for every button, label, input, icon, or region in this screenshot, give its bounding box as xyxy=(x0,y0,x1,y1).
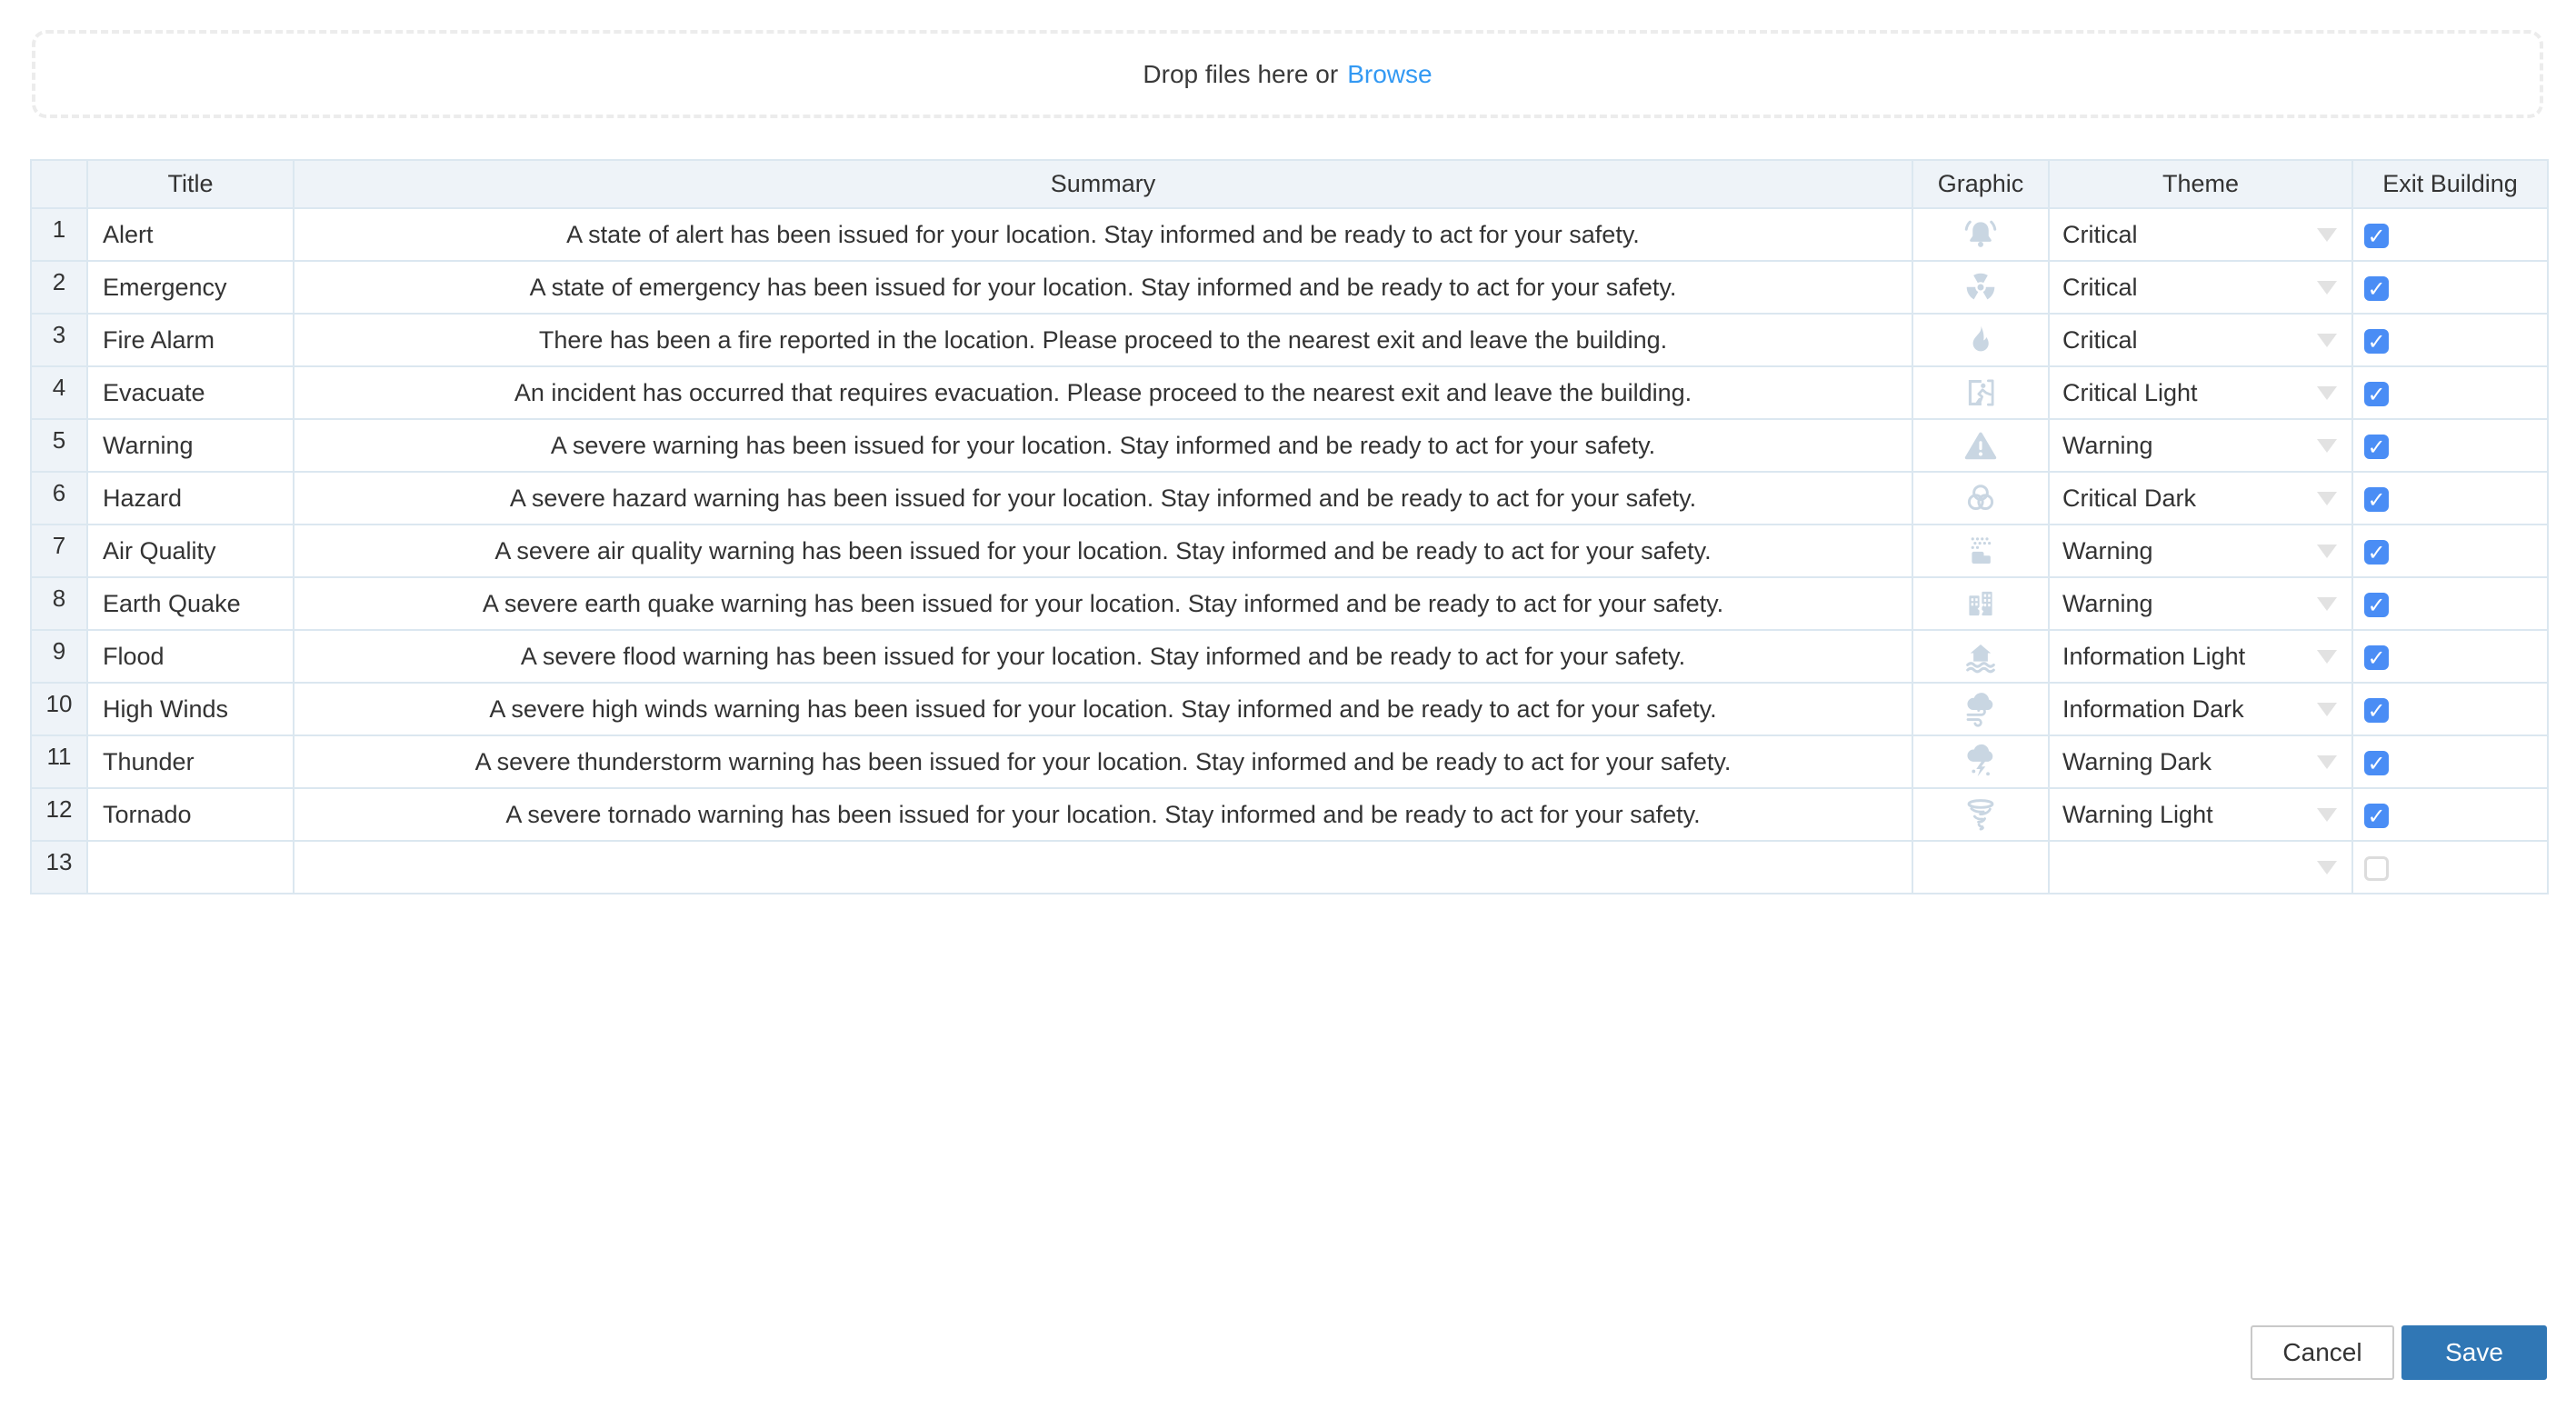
graphic-cell[interactable] xyxy=(1912,788,2049,841)
graphic-cell[interactable] xyxy=(1912,472,2049,525)
graphic-cell[interactable] xyxy=(1912,419,2049,472)
chevron-down-icon xyxy=(2317,545,2337,558)
table-row xyxy=(31,841,2548,894)
radiation-icon xyxy=(1962,268,2000,306)
theme-dropdown[interactable] xyxy=(2049,841,2352,894)
exit-building-cell xyxy=(2352,366,2548,419)
theme-value: Information Dark xyxy=(2062,695,2244,723)
chevron-down-icon xyxy=(2317,650,2337,664)
row-number: 3 xyxy=(31,314,87,366)
theme-value: Warning Light xyxy=(2062,800,2213,828)
chevron-down-icon xyxy=(2317,334,2337,347)
exit-building-checkbox[interactable] xyxy=(2364,382,2389,406)
thunder-icon xyxy=(1962,743,2000,781)
alerts-table xyxy=(30,159,2549,894)
theme-value: Critical Light xyxy=(2062,378,2198,406)
graphic-cell[interactable] xyxy=(1912,314,2049,366)
dropzone-text: Drop files here or xyxy=(1143,59,1339,88)
theme-value: Warning xyxy=(2062,431,2153,459)
theme-dropdown[interactable] xyxy=(2049,419,2352,472)
table-row xyxy=(31,577,2548,630)
theme-value: Critical Dark xyxy=(2062,484,2197,512)
row-number: 10 xyxy=(31,683,87,735)
chevron-down-icon xyxy=(2317,755,2337,769)
theme-value: Warning Dark xyxy=(2062,747,2212,775)
title-cell[interactable]: Evacuate xyxy=(87,366,294,419)
header-row xyxy=(31,160,2548,208)
title-cell[interactable] xyxy=(87,841,294,894)
chevron-down-icon xyxy=(2317,597,2337,611)
graphic-cell[interactable] xyxy=(1912,208,2049,261)
exit-building-cell xyxy=(2352,788,2548,841)
table-row xyxy=(31,472,2548,525)
column-header-graphic: Graphic xyxy=(1912,160,2049,208)
exit-building-cell xyxy=(2352,525,2548,577)
summary-cell[interactable]: A severe thunderstorm warning has been issued for your location. Stay informed and be ready to act for your safety. xyxy=(294,735,1912,788)
biohazard-icon xyxy=(1962,479,2000,517)
warning-icon xyxy=(1962,426,2000,465)
graphic-cell[interactable] xyxy=(1912,841,2049,894)
file-dropzone[interactable] xyxy=(32,30,2543,118)
footer-actions xyxy=(2251,1325,2547,1380)
theme-value: Warning xyxy=(2062,589,2153,617)
title-cell[interactable]: Earth Quake xyxy=(87,577,294,630)
earthquake-icon xyxy=(1962,585,2000,623)
chevron-down-icon xyxy=(2317,492,2337,505)
row-number: 13 xyxy=(31,841,87,894)
column-header-title: Title xyxy=(87,160,294,208)
table-row xyxy=(31,419,2548,472)
exit-building-cell xyxy=(2352,841,2548,894)
bell-icon xyxy=(1962,215,2000,254)
table-row xyxy=(31,314,2548,366)
column-header-theme: Theme xyxy=(2049,160,2352,208)
summary-cell[interactable]: A state of alert has been issued for your location. Stay informed and be ready to act for your safety. xyxy=(294,208,1912,261)
exit-building-checkbox[interactable] xyxy=(2364,435,2389,459)
table-body xyxy=(31,208,2548,894)
table-header xyxy=(31,160,2548,208)
row-number: 6 xyxy=(31,472,87,525)
graphic-cell[interactable] xyxy=(1912,366,2049,419)
theme-dropdown[interactable] xyxy=(2049,630,2352,683)
chevron-down-icon xyxy=(2317,861,2337,874)
flame-icon xyxy=(1962,321,2000,359)
summary-cell[interactable]: A severe warning has been issued for your location. Stay informed and be ready to act for your safety. xyxy=(294,419,1912,472)
theme-dropdown[interactable] xyxy=(2049,208,2352,261)
row-number: 7 xyxy=(31,525,87,577)
theme-value: Critical xyxy=(2062,325,2138,354)
summary-cell[interactable] xyxy=(294,841,1912,894)
exit-building-checkbox[interactable] xyxy=(2364,698,2389,723)
theme-dropdown[interactable] xyxy=(2049,472,2352,525)
title-cell[interactable]: Alert xyxy=(87,208,294,261)
exit-building-cell xyxy=(2352,208,2548,261)
column-header-summary: Summary xyxy=(294,160,1912,208)
graphic-cell[interactable] xyxy=(1912,735,2049,788)
exit-building-cell xyxy=(2352,419,2548,472)
tornado-icon xyxy=(1962,795,2000,834)
browse-link[interactable]: Browse xyxy=(1347,59,1433,88)
title-cell[interactable]: Tornado xyxy=(87,788,294,841)
exit-building-cell xyxy=(2352,314,2548,366)
theme-dropdown[interactable] xyxy=(2049,314,2352,366)
column-header-index xyxy=(31,160,87,208)
title-cell[interactable]: Hazard xyxy=(87,472,294,525)
chevron-down-icon xyxy=(2317,439,2337,453)
air-quality-icon xyxy=(1962,532,2000,570)
summary-cell[interactable]: There has been a fire reported in the location. Please proceed to the nearest exit and leave the building. xyxy=(294,314,1912,366)
summary-cell[interactable]: A severe high winds warning has been issued for your location. Stay informed and be ready to act for your safety. xyxy=(294,683,1912,735)
exit-building-checkbox[interactable] xyxy=(2364,540,2389,565)
table-row xyxy=(31,683,2548,735)
title-cell[interactable]: Emergency xyxy=(87,261,294,314)
save-button[interactable]: Save xyxy=(2401,1325,2547,1380)
exit-building-checkbox[interactable] xyxy=(2364,856,2389,881)
theme-dropdown[interactable] xyxy=(2049,577,2352,630)
exit-icon xyxy=(1962,374,2000,412)
graphic-cell[interactable] xyxy=(1912,525,2049,577)
theme-dropdown[interactable] xyxy=(2049,366,2352,419)
theme-value: Critical xyxy=(2062,273,2138,301)
chevron-down-icon xyxy=(2317,281,2337,295)
exit-building-cell xyxy=(2352,630,2548,683)
flood-icon xyxy=(1962,637,2000,675)
table-row xyxy=(31,788,2548,841)
theme-value: Critical xyxy=(2062,220,2138,248)
title-cell[interactable]: High Winds xyxy=(87,683,294,735)
summary-cell[interactable]: A severe flood warning has been issued for your location. Stay informed and be ready to act for your safety. xyxy=(294,630,1912,683)
chevron-down-icon xyxy=(2317,808,2337,822)
row-number: 4 xyxy=(31,366,87,419)
chevron-down-icon xyxy=(2317,228,2337,242)
theme-dropdown[interactable] xyxy=(2049,683,2352,735)
row-number: 2 xyxy=(31,261,87,314)
row-number: 9 xyxy=(31,630,87,683)
theme-value: Warning xyxy=(2062,536,2153,565)
theme-dropdown[interactable] xyxy=(2049,735,2352,788)
row-number: 5 xyxy=(31,419,87,472)
exit-building-checkbox[interactable] xyxy=(2364,804,2389,828)
title-cell[interactable]: Air Quality xyxy=(87,525,294,577)
exit-building-checkbox[interactable] xyxy=(2364,329,2389,354)
summary-cell[interactable]: A severe earth quake warning has been issued for your location. Stay informed and be ready to act for your safety. xyxy=(294,577,1912,630)
summary-cell[interactable]: A severe hazard warning has been issued for your location. Stay informed and be ready to act for your safety. xyxy=(294,472,1912,525)
theme-value: Information Light xyxy=(2062,642,2246,670)
wind-icon xyxy=(1962,690,2000,728)
table-row xyxy=(31,366,2548,419)
exit-building-checkbox[interactable] xyxy=(2364,645,2389,670)
theme-dropdown[interactable] xyxy=(2049,261,2352,314)
title-cell[interactable]: Warning xyxy=(87,419,294,472)
summary-cell[interactable]: A severe air quality warning has been issued for your location. Stay informed and be ready to act for your safety. xyxy=(294,525,1912,577)
exit-building-cell xyxy=(2352,472,2548,525)
exit-building-cell xyxy=(2352,683,2548,735)
row-number: 12 xyxy=(31,788,87,841)
exit-building-checkbox[interactable] xyxy=(2364,224,2389,248)
row-number: 8 xyxy=(31,577,87,630)
table-row xyxy=(31,735,2548,788)
summary-cell[interactable]: An incident has occurred that requires evacuation. Please proceed to the nearest exit and leave the building. xyxy=(294,366,1912,419)
row-number: 1 xyxy=(31,208,87,261)
exit-building-checkbox[interactable] xyxy=(2364,276,2389,301)
graphic-cell[interactable] xyxy=(1912,630,2049,683)
row-number: 11 xyxy=(31,735,87,788)
graphic-cell[interactable] xyxy=(1912,261,2049,314)
title-cell[interactable]: Thunder xyxy=(87,735,294,788)
chevron-down-icon xyxy=(2317,703,2337,716)
graphic-cell[interactable] xyxy=(1912,577,2049,630)
graphic-cell[interactable] xyxy=(1912,683,2049,735)
theme-dropdown[interactable] xyxy=(2049,525,2352,577)
exit-building-checkbox[interactable] xyxy=(2364,487,2389,512)
exit-building-checkbox[interactable] xyxy=(2364,751,2389,775)
title-cell[interactable]: Fire Alarm xyxy=(87,314,294,366)
summary-cell[interactable]: A state of emergency has been issued for your location. Stay informed and be ready to act for your safety. xyxy=(294,261,1912,314)
exit-building-checkbox[interactable] xyxy=(2364,593,2389,617)
exit-building-cell xyxy=(2352,735,2548,788)
title-cell[interactable]: Flood xyxy=(87,630,294,683)
table-row xyxy=(31,630,2548,683)
cancel-button[interactable]: Cancel xyxy=(2251,1325,2394,1380)
exit-building-cell xyxy=(2352,577,2548,630)
table-row xyxy=(31,261,2548,314)
exit-building-cell xyxy=(2352,261,2548,314)
table-row xyxy=(31,525,2548,577)
summary-cell[interactable]: A severe tornado warning has been issued for your location. Stay informed and be ready to act for your safety. xyxy=(294,788,1912,841)
chevron-down-icon xyxy=(2317,386,2337,400)
column-header-exit-building: Exit Building xyxy=(2352,160,2548,208)
table-row xyxy=(31,208,2548,261)
theme-dropdown[interactable] xyxy=(2049,788,2352,841)
